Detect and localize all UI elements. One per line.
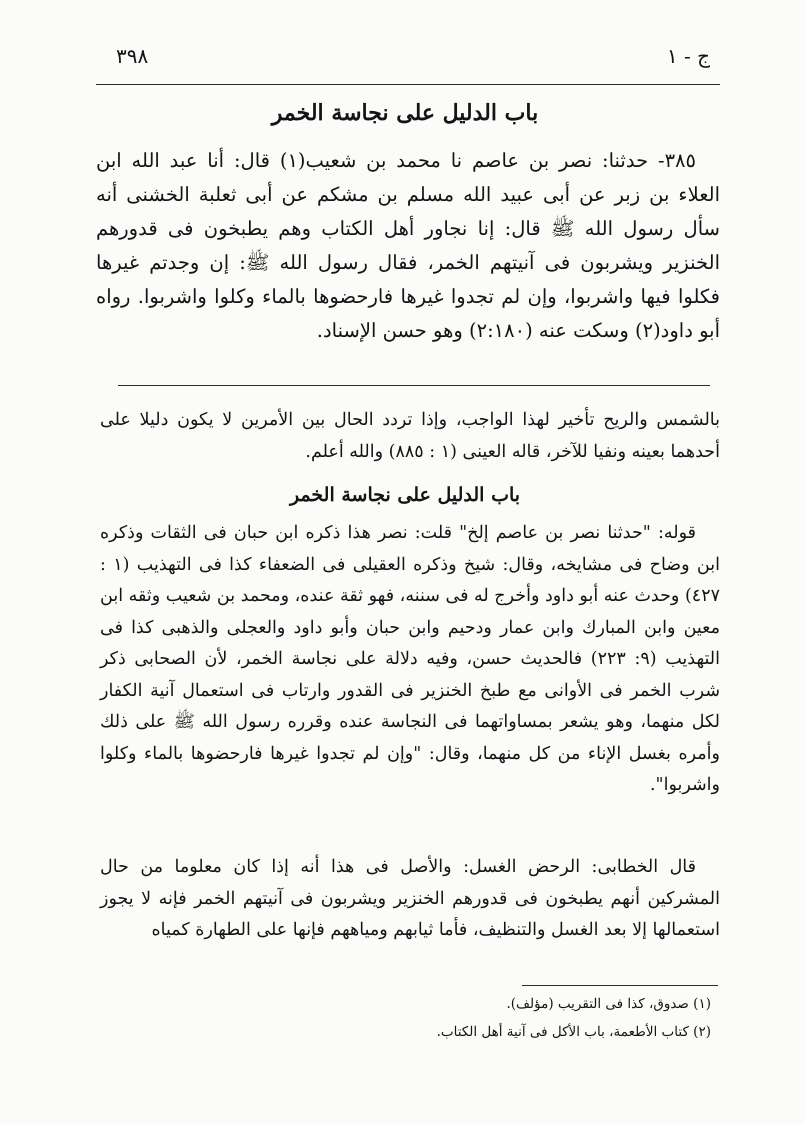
commentary-paragraph-1: قوله: "حدثنا نصر بن عاصم إلخ" قلت: نصر هذا ذكره ابن حبان فى الثقات وذكره ابن وضاح فى مشايخه، وقال: شيخ وذكره العقيلى فى الضعفاء كذا فى التهذيب (١ : ٤٢٧) وحدث عنه أبو داود وأخرج له فى سننه، فهو ثقة عنده، ومحمد بن شعيب وثقه ابن معين وابن المبارك وابن عمار ودحيم وابن حبان وأبو داود والعجلى والذهبى كذا فى التهذيب (٩: ٢٢٣) فالحديث حسن، وفيه دلالة على نجاسة الخمر، لأن الصحابى ذكر شرب الخمر فى الأوانى مع طبخ الخنزير فى القدور وارتاب فى استعمال آنية الكفار لكل منهما، وهو يشعر بمساواتهما فى النجاسة عنده وقرره رسول الله ﷺ على ذلك وأمره بغسل الإناء من كل منهما، وقال: "وإن لم تجدوا غيرها فارحضوها بالماء وكلوا واشربوا". — [100, 523, 721, 795]
commentary-section-title: باب الدليل على نجاسة الخمر — [289, 484, 521, 506]
hadith-paragraph: ٣٨٥- حدثنا: نصر بن عاصم نا محمد بن شعيب(١) قال: أنا عبد الله ابن العلاء بن زبر عن أبى عبيد الله مسلم بن مشكم عن أبى ثعلبة الخشنى أنه سأل رسول الله ﷺ قال: إنا نجاور أهل الكتاب وهم يطبخون فى قدورهم الخنزير ويشربون فى آنيتهم الخمر، فقال رسول الله ﷺ: إن وجدتم غيرها فكلوا فيها واشربوا، وإن لم تجدوا غيرها فارحضوها بالماء وكلوا واشربوا. رواه أبو داود(٢) وسكت عنه (٢:١٨٠) وهو حسن الإسناد. — [96, 149, 720, 342]
commentary-body-2 — [100, 852, 720, 947]
section-divider — [118, 385, 710, 386]
hadith-text — [96, 144, 720, 348]
commentary-body — [100, 518, 720, 802]
chapter-title: باب الدليل على نجاسة الخمر — [271, 100, 539, 126]
commentary-paragraph-2: قال الخطابى: الرحض الغسل: والأصل فى هذا أنه إذا كان معلوما من حال المشركين أنهم يطبخون فى قدورهم الخنزير ويشربون فى آنيتهم الخمر فإنه لا يجوز استعمالها إلا بعد الغسل والتنظيف، فأما ثيابهم ومياههم فإنها على الطهارة كمياه — [100, 857, 720, 940]
footnote-2: (٢) كتاب الأطعمة، باب الأكل فى آنية أهل الكتاب. — [436, 1024, 711, 1040]
header-rule — [96, 84, 720, 85]
continuation-paragraph: بالشمس والريح تأخير لهذا الواجب، وإذا تردد الحال بين الأمرين لا يكون دليلا على أحدهما بعينه ونفيا للآخر، قاله العينى (١ : ٨٨٥) والله أعلم. — [100, 410, 720, 462]
volume-label: ج - ١ — [666, 44, 710, 68]
footnote-1: (١) صدوق، كذا فى التقريب (مؤلف). — [506, 996, 711, 1012]
page-number: ٣٩٨ — [116, 44, 149, 68]
footnote-rule — [522, 985, 718, 986]
commentary-continuation — [100, 405, 720, 468]
